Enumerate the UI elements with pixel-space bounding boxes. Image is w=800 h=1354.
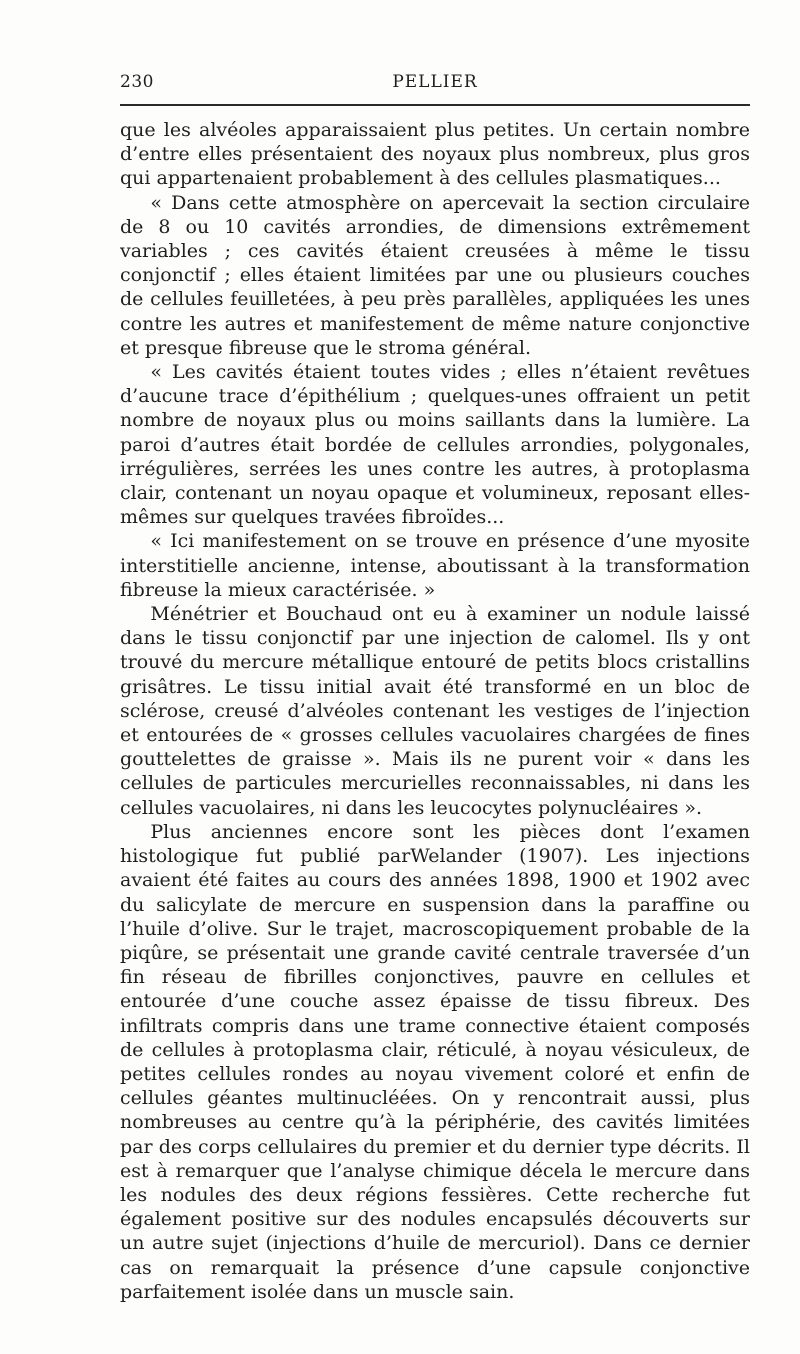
running-head: PELLIER — [392, 72, 478, 92]
paragraph-welander: Plus anciennes encore sont les pièces dont l’examen histologique fut publié parWelander (1907). Les injections avaient été faites au cours des années 1898, 1900 et 1902 avec du salicylate de mercure en suspension dans la paraffine ou l’huile d’olive. Sur le trajet, macroscopiquement probable de la piqûre, se présentait une grande cavité centrale traversée d’un fin réseau de fibrilles conjonctives, pauvre en cellules et entourée d’une couche assez épaisse de tissu fibreux. Des infiltrats compris dans une trame connective étaient composés de cellules à protoplasma clair, réticulé, à noyau vésiculeux, de petites cellules rondes au noyau vivement coloré et enfin de cellules géantes multinucléées. On y rencontrait aussi, plus nombreuses au centre qu’à la périphérie, des cavités limitées par des corps cellulaires du premier et du dernier type décrits. Il est à remarquer que l’analyse chimique décela le mercure dans les nodules des deux régions fessières. Cette recherche fut également positive sur des nodules encapsulés découverts sur un autre sujet (injections d’huile de mercuriol). Dans ce dernier cas on remarquait la présence d’une capsule conjonctive parfaitement isolée dans un muscle sain. — [120, 820, 750, 1303]
paragraph-quote-empty-cavities: « Les cavités étaient toutes vides ; elles n’étaient revêtues d’aucune trace d’épithélium ; quelques-unes offraient un petit nombre de noyaux plus ou moins saillants dans la lumière. La paroi d’autres était bordée de cellules arrondies, polygonales, irrégulières, serrées les unes contre les autres, à protoplasma clair, contenant un noyau opaque et volumineux, reposant elles-mêmes sur quelques travées fibroïdes... — [120, 361, 750, 529]
page-number: 230 — [120, 72, 154, 92]
paragraph-menetrier: Ménétrier et Bouchaud ont eu à examiner un nodule laissé dans le tissu conjonctif par une injection de calomel. Ils y ont trouvé du mercure métallique entouré de petits blocs cristallins grisâtres. Le tissu initial avait été transformé en un bloc de sclérose, creusé d’alvéoles contenant les vestiges de l’injection et entourées de « grosses cellules vacuolaires chargées de fines gouttelettes de graisse ». Mais ils ne purent voir « dans les cellules de particules mercurielles reconnaissables, ni dans les cellules vacuolaires, ni dans les leucocytes polynucléaires ». — [120, 603, 750, 819]
body-text — [120, 118, 750, 1304]
paragraph-quote-myositis: « Ici manifestement on se trouve en présence d’une myosite interstitielle ancienne, intense, aboutissant à la transformation fibreuse la mieux caractérisée. » — [120, 530, 750, 601]
paragraph-continuation: que les alvéoles apparaissaient plus petites. Un certain nombre d’entre elles présentaient des noyaux plus nombreux, plus gros qui appartenaient probablement à des cellules plasmatiques... — [120, 119, 750, 190]
paragraph-quote-cavities: « Dans cette atmosphère on apercevait la section circulaire de 8 ou 10 cavités arrondies, de dimensions extrêmement variables ; ces cavités étaient creusées à même le tissu conjonctif ; elles étaient limitées par une ou plusieurs couches de cellules feuilletées, à peu près parallèles, appliquées les unes contre les autres et manifestement de même nature conjonctive et presque fibreuse que le stroma général. — [120, 191, 750, 359]
page-header — [120, 72, 750, 98]
header-rule — [120, 104, 750, 106]
